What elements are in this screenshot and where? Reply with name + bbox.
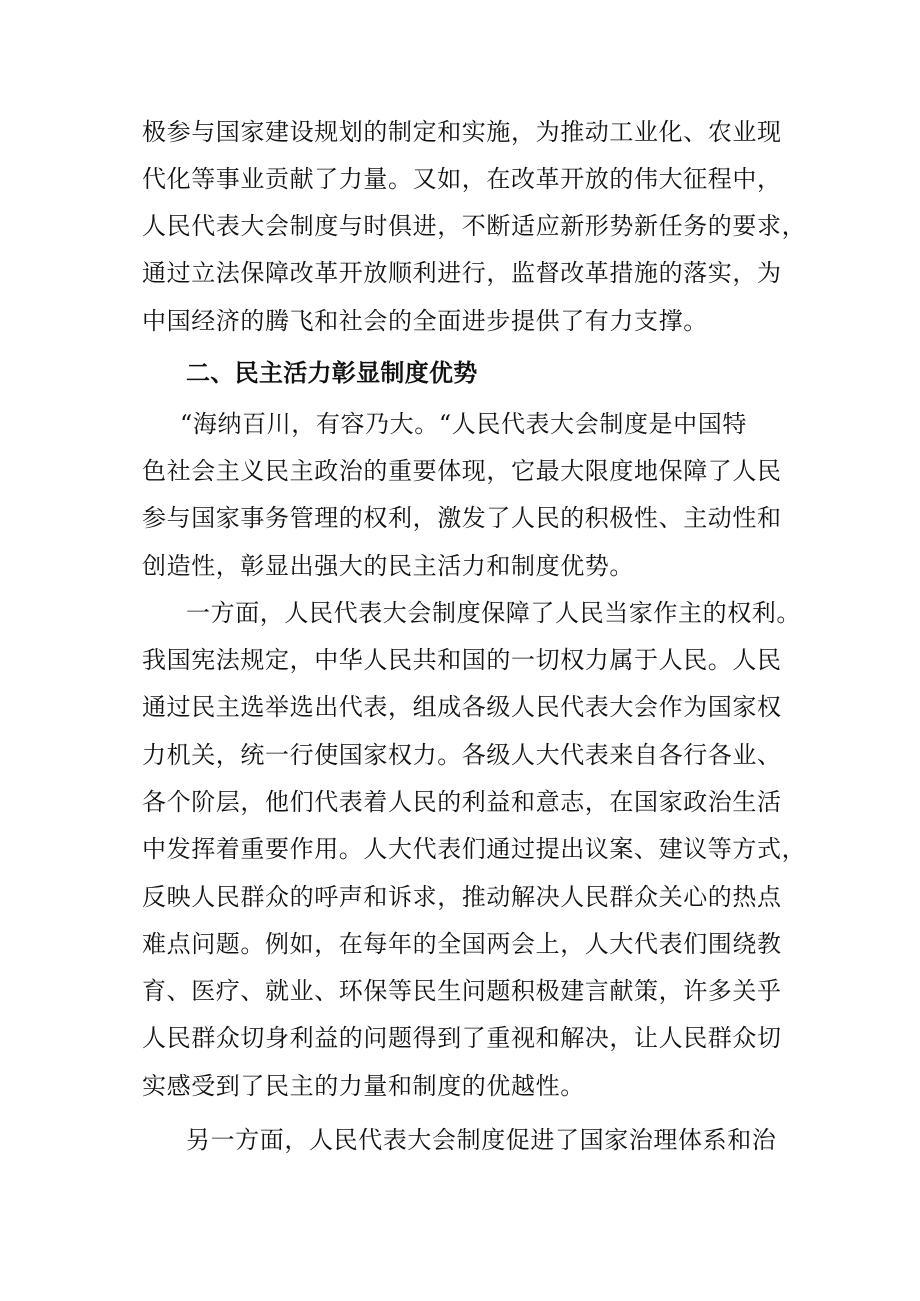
body-line: 各个阶层，他们代表着人民的利益和意志，在国家政治生活	[142, 788, 782, 816]
body-line: 参与国家事务管理的权利，激发了人民的积极性、主动性和	[142, 504, 782, 532]
body-line: 实感受到了民主的力量和制度的优越性。	[142, 1072, 585, 1100]
body-line: 通过立法保障改革开放顺利进行，监督改革措施的落实，为	[142, 259, 782, 287]
body-line: 代化等事业贡献了力量。又如，在改革开放的伟大征程中，	[142, 165, 782, 193]
body-line: 力机关，统一行使国家权力。各级人大代表来自各行各业、	[142, 741, 782, 769]
body-line: 育、医疗、就业、环保等民生问题积极建言献策，许多关乎	[142, 977, 782, 1005]
body-line: 色社会主义民主政治的重要体现，它最大限度地保障了人民	[142, 457, 782, 485]
body-line: 我国宪法规定，中华人民共和国的一切权力属于人民。人民	[142, 646, 782, 674]
body-line: 创造性，彰显出强大的民主活力和制度优势。	[142, 552, 634, 580]
body-line: 另一方面，人民代表大会制度促进了国家治理体系和治	[186, 1126, 777, 1154]
body-line: 反映人民群众的呼声和诉求，推动解决人民群众关心的热点	[142, 883, 782, 911]
body-line: 极参与国家建设规划的制定和实施，为推动工业化、农业现	[142, 118, 782, 146]
body-line: 中发挥着重要作用。人大代表们通过提出议案、建议等方式，	[142, 835, 807, 863]
body-line: 中国经济的腾飞和社会的全面进步提供了有力支撑。	[142, 307, 708, 335]
body-line: “海纳百川，有容乃大。“人民代表大会制度是中国特	[180, 410, 747, 438]
body-line: 通过民主选举选出代表，组成各级人民代表大会作为国家权	[142, 693, 782, 721]
body-line: 人民代表大会制度与时俱进，不断适应新形势新任务的要求，	[142, 212, 807, 240]
section-heading: 二、民主活力彰显制度优势	[186, 359, 478, 387]
body-line: 人民群众切身利益的问题得到了重视和解决，让人民群众切	[142, 1024, 782, 1052]
body-line: 难点问题。例如，在每年的全国两会上，人大代表们围绕教	[142, 930, 782, 958]
body-line: 一方面，人民代表大会制度保障了人民当家作主的权利。	[186, 599, 801, 627]
